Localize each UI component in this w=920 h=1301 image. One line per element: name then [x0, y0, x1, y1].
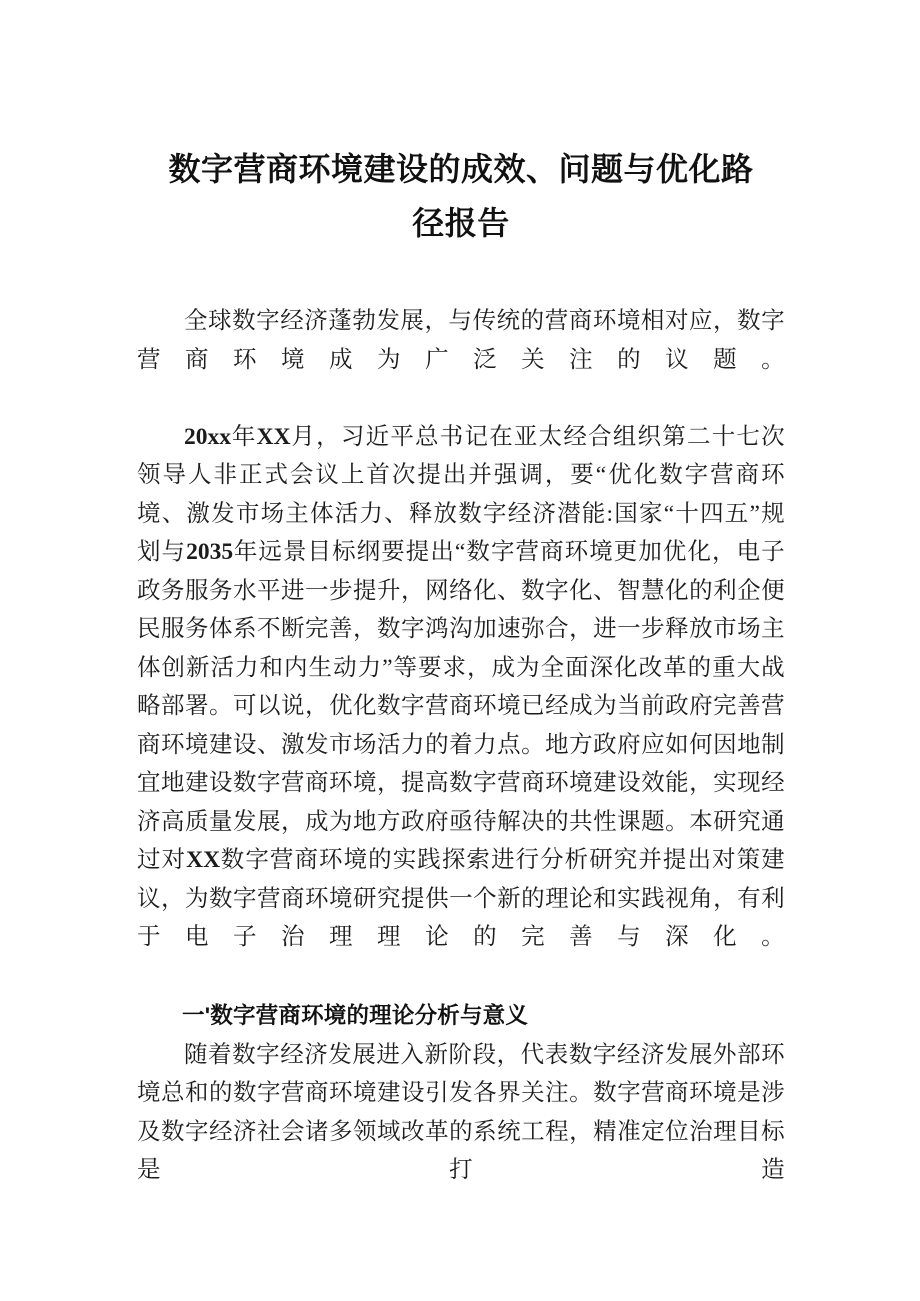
year-2035-bold: 2035 [186, 539, 234, 565]
page-title-line-2: 径报告 [412, 205, 510, 241]
section-heading-1 [137, 995, 785, 1036]
policy-text-part-1: 月，习近平总书记在亚太经合组织第二十七次领导人非正式会议上首次提出并强调，要“优化数字营商环境、激发市场主体活力、释放数字经济潜能:国家“十四五”规划与 [137, 423, 786, 565]
section-heading-1-text: 数字营商环境的理论分析与意义 [210, 1003, 529, 1028]
policy-text-part-2: 年远景目标纲要提出“数字营商环境更加优化，电子政务服务水平进一步提升，网络化、数字化、智慧化的利企便民服务体系不断完善，数字鸿沟加速弥合，进一步释放市场主体创新活力和内生动力”等要求，成为全面深化改革的重大战略部署。可以说，优化数字营商环境已经成为当前政府完善营商环境建设、激发市场活力的着力点。地方政府应如何因地制宜地建设数字营商环境，提高数字营商环境建设效能，实现经济高质量发展，成为地方政府亟待解决的共性课题。本研究通过对 [137, 539, 785, 873]
month-placeholder-bold: XX [256, 423, 291, 450]
paragraph-intro-text: 全球数字经济蓬勃发展，与传统的营商环境相对应，数字营商环境成为广泛关注的议题。 [137, 308, 785, 373]
page-title [137, 0, 785, 250]
section-heading-1-separator: ' [204, 1003, 211, 1028]
section-heading-1-marker: 一 [182, 1003, 205, 1028]
page-title-line-1: 数字营商环境建设的成效、问题与优化路 [168, 151, 754, 187]
paragraph-theory [137, 1036, 785, 1229]
year-placeholder-bold: 20xx [184, 423, 231, 450]
policy-text-part-3: 数字营商环境的实践探索进行分析研究并提出对策建议，为数字营商环境研究提供一个新的理论和实践视角，有利于电子治理理论的完善与深化。 [137, 847, 785, 950]
paragraph-policy-background [137, 418, 785, 996]
paragraph-intro [137, 302, 785, 418]
region-placeholder-bold: XX [186, 847, 221, 873]
paragraph-theory-text: 随着数字经济发展进入新阶段，代表数字经济发展外部环境总和的数字营商环境建设引发各界关注。数字营商环境是涉及数字经济社会诸多领域改革的系统工程，精准定位治理目标是打造 [137, 1041, 785, 1183]
year-unit: 年 [231, 423, 257, 450]
document-body [137, 302, 785, 1228]
